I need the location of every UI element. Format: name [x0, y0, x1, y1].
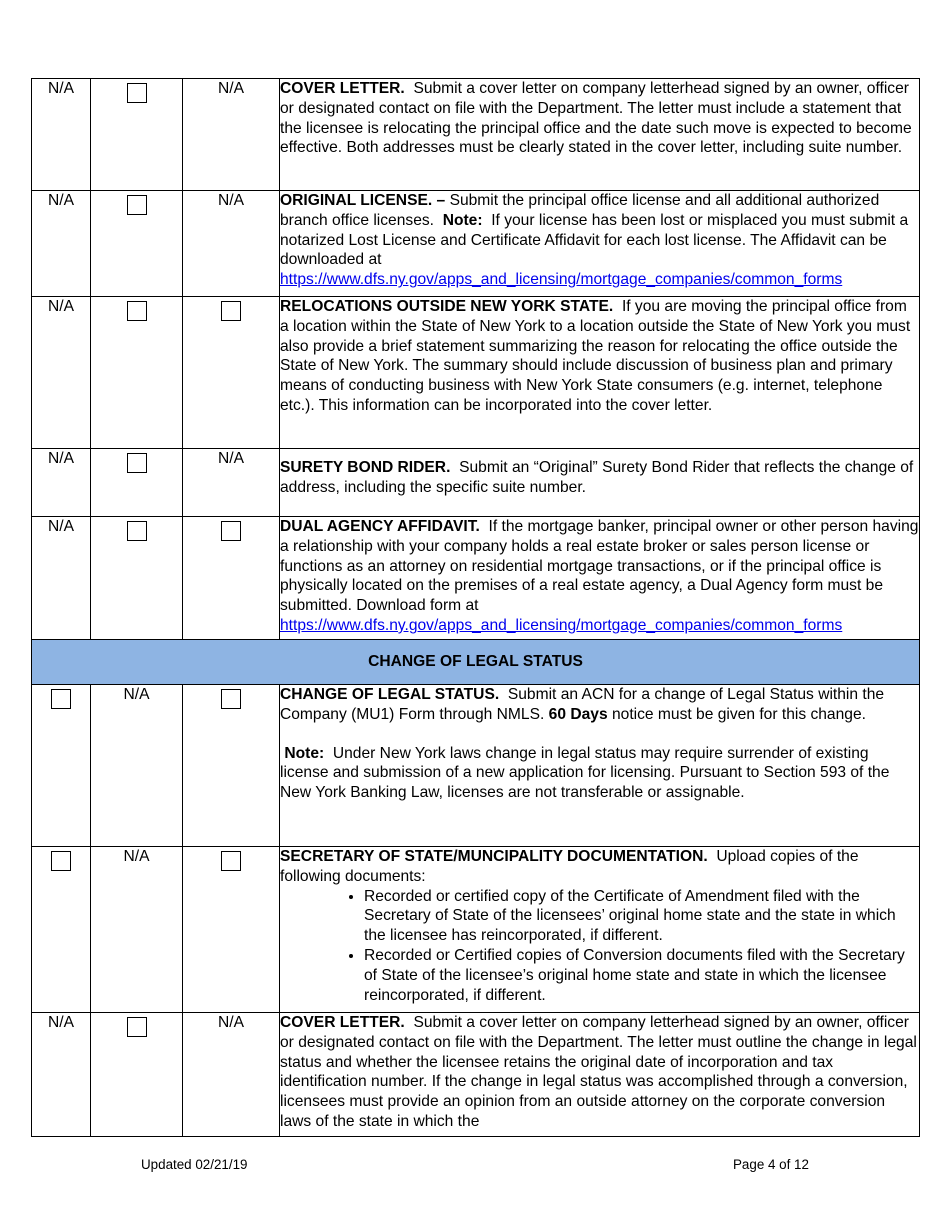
- requirement-description: [280, 847, 920, 1013]
- checkbox[interactable]: [127, 1017, 147, 1037]
- checkbox[interactable]: [221, 301, 241, 321]
- na-text: N/A: [123, 686, 150, 703]
- na-text: N/A: [48, 1014, 74, 1031]
- table-row: [32, 297, 920, 449]
- note-label: Note:: [442, 211, 483, 229]
- na-text: N/A: [218, 1014, 244, 1031]
- na-text: N/A: [48, 298, 74, 315]
- requirement-title: COVER LETTER.: [280, 80, 405, 97]
- checkbox[interactable]: [221, 689, 241, 709]
- common-forms-link[interactable]: https://www.dfs.ny.gov/apps_and_licensing/mortgage_companies/common_forms: [280, 616, 843, 634]
- checkbox[interactable]: [221, 521, 241, 541]
- na-text: N/A: [48, 518, 74, 535]
- checkbox[interactable]: [127, 521, 147, 541]
- table-row: [32, 79, 920, 191]
- requirement-description: [280, 191, 920, 297]
- checkbox[interactable]: [51, 689, 71, 709]
- na-text: N/A: [218, 450, 244, 467]
- requirement-text: If your license has been lost or misplaced you must submit a notarized Lost License and Certificate Affidavit for each lost license. The Affidavit can be downloaded at: [280, 211, 909, 269]
- table-row: [32, 1013, 920, 1137]
- requirement-title: RELOCATIONS OUTSIDE NEW YORK STATE.: [280, 298, 614, 315]
- requirement-text: If the mortgage banker, principal owner or other person having a relationship with your company holds a real estate broker or sales person license or functions as an attorney on residential mortgage transactions, or if the principal office is physically located on the premises of a real estate agency, a Dual Agency form must be submitted. Download form at: [280, 518, 919, 615]
- requirement-text: notice must be given for this change.: [611, 705, 866, 723]
- requirement-text: Submit an ACN for a change of Legal Status within the Company (MU1) Form through NMLS.: [280, 686, 885, 723]
- section-header-row: [32, 640, 920, 685]
- checkbox[interactable]: [127, 301, 147, 321]
- footer-updated-date: Updated 02/21/19: [141, 1157, 248, 1172]
- days-notice: 60 Days: [548, 705, 608, 723]
- requirement-description: [280, 517, 920, 640]
- requirement-text: If you are moving the principal office from a location within the State of New York to a location outside the State of New York you must also provide a brief statement summarizing the reason for relocating the office outside the State of New York. The summary should include discussion of business plan and primary means of conducting business with New York State consumers (e.g. internet, telephone etc.). This information can be incorporated into the cover letter.: [280, 298, 911, 414]
- common-forms-link[interactable]: https://www.dfs.ny.gov/apps_and_licensing/mortgage_companies/common_forms: [280, 271, 843, 289]
- requirement-text: Submit the principal office license and all additional authorized branch office licenses.: [280, 192, 880, 229]
- requirement-title: DUAL AGENCY AFFIDAVIT.: [280, 518, 480, 535]
- requirement-title: ORIGINAL LICENSE. –: [280, 192, 446, 209]
- note-label: Note:: [284, 744, 325, 762]
- table-row: [32, 517, 920, 640]
- table-row: [32, 847, 920, 1013]
- table-row: [32, 685, 920, 847]
- requirement-description: [280, 685, 920, 847]
- requirement-description: [280, 449, 920, 517]
- requirement-text: Submit a cover letter on company letterhead signed by an owner, officer or designated contact on file with the Department. The letter must outline the change in legal status and whether the licensee retains the original date of incorporation and tax identification number. If the change in legal status was accomplished through a conversion, licensees must provide an opinion from an outside attorney on the corporate conversion laws of the state in which the: [280, 1014, 917, 1130]
- na-text: N/A: [218, 192, 244, 209]
- na-text: N/A: [123, 848, 150, 865]
- requirement-title: SURETY BOND RIDER.: [280, 459, 451, 476]
- requirement-text: Upload copies of the following documents:: [280, 848, 859, 885]
- requirement-description: [280, 297, 920, 449]
- na-text: N/A: [48, 192, 74, 209]
- checkbox[interactable]: [221, 851, 241, 871]
- requirement-text: Submit a cover letter on company letterhead signed by an owner, officer or designated contact on file with the Department. The letter must include a statement that the licensee is relocating the principal office and the date such move is expected to become effective. Both addresses must be clearly stated in the cover letter, including suite number.: [280, 80, 912, 157]
- na-text: N/A: [48, 450, 74, 467]
- section-header: CHANGE OF LEGAL STATUS: [32, 640, 920, 685]
- checkbox[interactable]: [127, 453, 147, 473]
- requirements-table: [31, 78, 920, 1137]
- table-row: [32, 191, 920, 297]
- document-list: [280, 887, 919, 1006]
- requirement-description: [280, 79, 920, 191]
- requirement-title: CHANGE OF LEGAL STATUS.: [280, 686, 500, 703]
- checkbox[interactable]: [51, 851, 71, 871]
- checkbox[interactable]: [127, 83, 147, 103]
- table-row: [32, 449, 920, 517]
- na-text: N/A: [218, 80, 244, 97]
- footer-page-number: Page 4 of 12: [733, 1157, 809, 1172]
- list-item: • Recorded or certified copy of the Certificate of Amendment filed with the Secretary of State of the licensees’ original home state and the state in which the licensee has reincorporated, if different.: [364, 887, 919, 946]
- list-item: • Recorded or Certified copies of Conversion documents filed with the Secretary of State of the licensee’s original home state and state in which the licensee reincorporated, if different.: [364, 946, 919, 1005]
- requirement-title: COVER LETTER.: [280, 1014, 405, 1031]
- note-text: Under New York laws change in legal status may require surrender of existing license and submission of a new application for licensing. Pursuant to Section 593 of the New York Banking Law, licenses are not transferable or assignable.: [280, 744, 890, 802]
- checkbox[interactable]: [127, 195, 147, 215]
- requirement-title: SECRETARY OF STATE/MUNCIPALITY DOCUMENTATION.: [280, 848, 708, 865]
- requirement-text: Submit an “Original” Surety Bond Rider that reflects the change of address, including the specific suite number.: [280, 459, 914, 496]
- requirement-description: [280, 1013, 920, 1137]
- na-text: N/A: [48, 80, 74, 97]
